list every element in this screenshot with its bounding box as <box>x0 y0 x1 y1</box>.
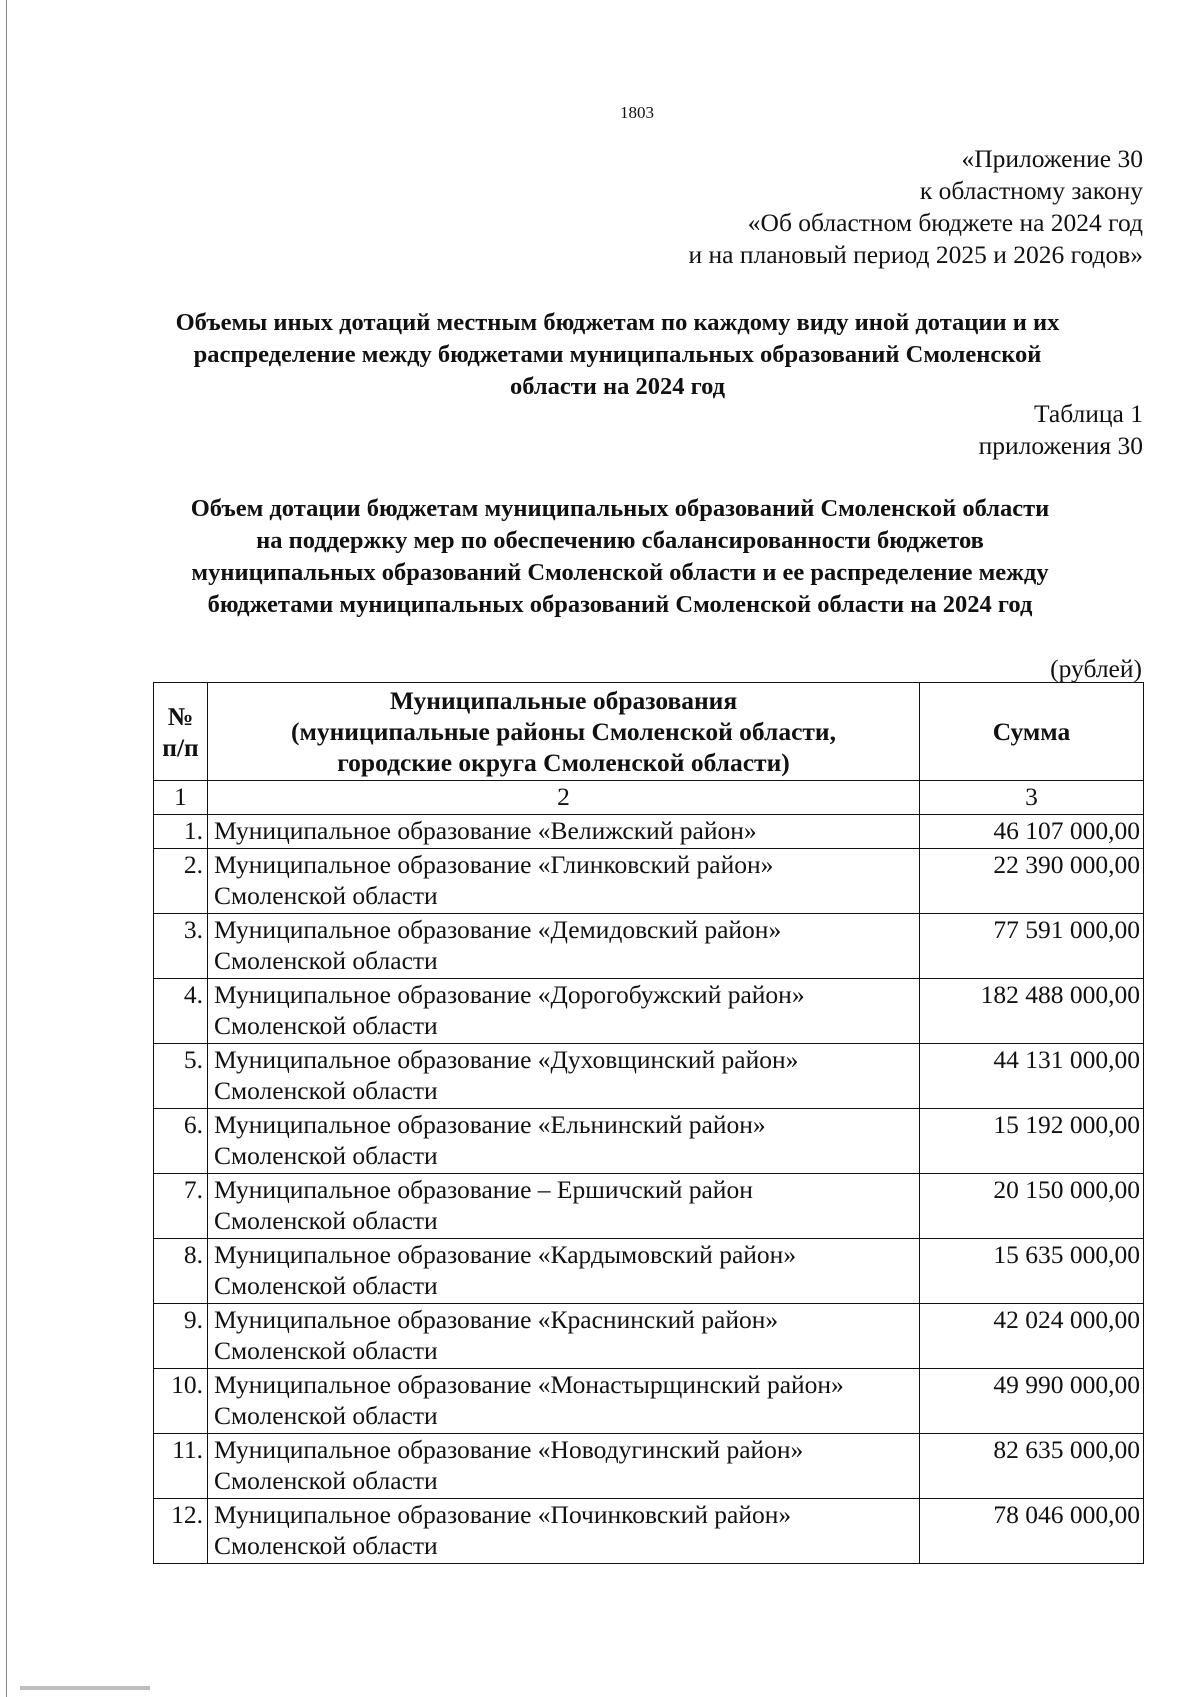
scan-edge-line <box>6 0 7 1697</box>
municipality-name-line: Смоленской области <box>214 1011 438 1040</box>
municipality-name <box>208 1044 920 1109</box>
municipality-name-line: Муниципальное образование «Демидовский район» <box>214 915 782 944</box>
title-line: распределение между бюджетами муниципальных образований Смоленской <box>193 341 1042 368</box>
subsidy-amount: 78 046 000,00 <box>920 1499 1144 1564</box>
municipality-name-line: Муниципальное образование «Новодугинский район» <box>214 1435 804 1464</box>
subsidy-amount: 15 192 000,00 <box>920 1109 1144 1174</box>
subsidy-amount: 182 488 000,00 <box>920 979 1144 1044</box>
municipality-name-line: Муниципальное образование «Краснинский район» <box>214 1305 779 1334</box>
subsidy-amount: 77 591 000,00 <box>920 914 1144 979</box>
appendix-reference <box>689 143 1144 271</box>
table-row <box>154 1109 1144 1174</box>
units-label: (рублей) <box>1050 654 1142 683</box>
municipality-name-line: Смоленской области <box>214 1336 438 1365</box>
municipality-name-line: Смоленской области <box>214 1401 438 1430</box>
row-number: 11. <box>154 1434 208 1499</box>
appendix-line: к областному закону <box>919 176 1143 205</box>
municipality-name <box>208 979 920 1044</box>
column-number: 2 <box>208 781 920 815</box>
subsidy-amount: 22 390 000,00 <box>920 849 1144 914</box>
title-line: области на 2024 год <box>509 373 726 400</box>
table-title-line: Объем дотации бюджетам муниципальных образований Смоленской области <box>190 495 1050 522</box>
subsidy-amount: 82 635 000,00 <box>920 1434 1144 1499</box>
municipality-name <box>208 1109 920 1174</box>
table-row <box>154 979 1144 1044</box>
municipality-name-line: Смоленской области <box>214 946 438 975</box>
row-number: 4. <box>154 979 208 1044</box>
municipality-name-line: Муниципальное образование «Ельнинский район» <box>214 1110 766 1139</box>
appendix-line: и на плановый период 2025 и 2026 годов» <box>688 240 1143 269</box>
municipality-name-line: Смоленской области <box>214 881 438 910</box>
table-row <box>154 1369 1144 1434</box>
municipality-name <box>208 914 920 979</box>
municipality-name-line: Муниципальное образование «Починковский район» <box>214 1500 792 1529</box>
header-number: № п/п <box>154 683 208 781</box>
municipality-name <box>208 1174 920 1239</box>
row-number: 10. <box>154 1369 208 1434</box>
row-number: 3. <box>154 914 208 979</box>
municipality-name-line: Смоленской области <box>214 1076 438 1105</box>
header-sum: Сумма <box>920 683 1144 781</box>
municipality-name <box>208 849 920 914</box>
column-number: 3 <box>920 781 1144 815</box>
subsidy-table <box>153 682 1144 1564</box>
table-title-line: на поддержку мер по обеспечению сбалансированности бюджетов <box>256 527 984 554</box>
municipality-name-line: Смоленской области <box>214 1466 438 1495</box>
municipality-name <box>208 1239 920 1304</box>
row-number: 12. <box>154 1499 208 1564</box>
appendix-line: «Об областном бюджете на 2024 год <box>747 208 1143 237</box>
table-row <box>154 1434 1144 1499</box>
table-row <box>154 1044 1144 1109</box>
row-number: 7. <box>154 1174 208 1239</box>
table-row <box>154 1239 1144 1304</box>
municipality-name <box>208 1434 920 1499</box>
subsidy-amount: 15 635 000,00 <box>920 1239 1144 1304</box>
row-number: 8. <box>154 1239 208 1304</box>
table-row <box>154 815 1144 849</box>
municipality-name-line: Муниципальное образование «Глинковский район» <box>214 850 774 879</box>
table-row <box>154 849 1144 914</box>
municipality-name-line: Смоленской области <box>214 1206 438 1235</box>
municipality-name <box>208 1369 920 1434</box>
table-reference <box>979 398 1143 462</box>
municipality-name-line: Муниципальное образование – Ершичский район <box>214 1175 753 1204</box>
table-row <box>154 1499 1144 1564</box>
municipality-name-line: Смоленской области <box>214 1271 438 1300</box>
document-title <box>100 307 1135 403</box>
municipality-name <box>208 1304 920 1369</box>
subsidy-amount: 20 150 000,00 <box>920 1174 1144 1239</box>
subsidy-amount: 44 131 000,00 <box>920 1044 1144 1109</box>
row-number: 6. <box>154 1109 208 1174</box>
column-number: 1 <box>154 781 208 815</box>
row-number: 2. <box>154 849 208 914</box>
table-title-line: бюджетами муниципальных образований Смоленской области на 2024 год <box>207 591 1033 618</box>
municipality-name-line: Муниципальное образование «Духовщинский район» <box>214 1045 799 1074</box>
municipality-name <box>208 1499 920 1564</box>
row-number: 9. <box>154 1304 208 1369</box>
table-row <box>154 914 1144 979</box>
appendix-line: «Приложение 30 <box>961 144 1143 173</box>
column-number-row <box>154 781 1144 815</box>
page-number: 1803 <box>620 103 654 122</box>
municipality-name-line: Смоленской области <box>214 1141 438 1170</box>
table-ref-line: приложения 30 <box>978 431 1143 460</box>
municipality-name-line: Муниципальное образование «Монастырщинский район» <box>214 1370 844 1399</box>
table-ref-line: Таблица 1 <box>1033 399 1143 428</box>
row-number: 5. <box>154 1044 208 1109</box>
municipality-name-line: Смоленской области <box>214 1531 438 1560</box>
title-line: Объемы иных дотаций местным бюджетам по каждому виду иной дотации и их <box>175 309 1060 336</box>
scan-smudge <box>20 1686 150 1690</box>
subsidy-amount: 49 990 000,00 <box>920 1369 1144 1434</box>
table-header-row <box>154 683 1144 781</box>
table-title-line: муниципальных образований Смоленской области и ее распределение между <box>191 559 1049 586</box>
table-row <box>154 1174 1144 1239</box>
municipality-name <box>208 815 920 849</box>
row-number: 1. <box>154 815 208 849</box>
municipality-name-line: Муниципальное образование «Дорогобужский район» <box>214 980 805 1009</box>
header-municipality: Муниципальные образования (муниципальные районы Смоленской области, городские округа Смоленской области) <box>208 683 920 781</box>
subsidy-amount: 42 024 000,00 <box>920 1304 1144 1369</box>
table-row <box>154 1304 1144 1369</box>
subsidy-amount: 46 107 000,00 <box>920 815 1144 849</box>
municipality-name-line: Муниципальное образование «Велижский район» <box>214 816 757 845</box>
municipality-name-line: Муниципальное образование «Кардымовский район» <box>214 1240 797 1269</box>
table-title <box>110 493 1130 621</box>
